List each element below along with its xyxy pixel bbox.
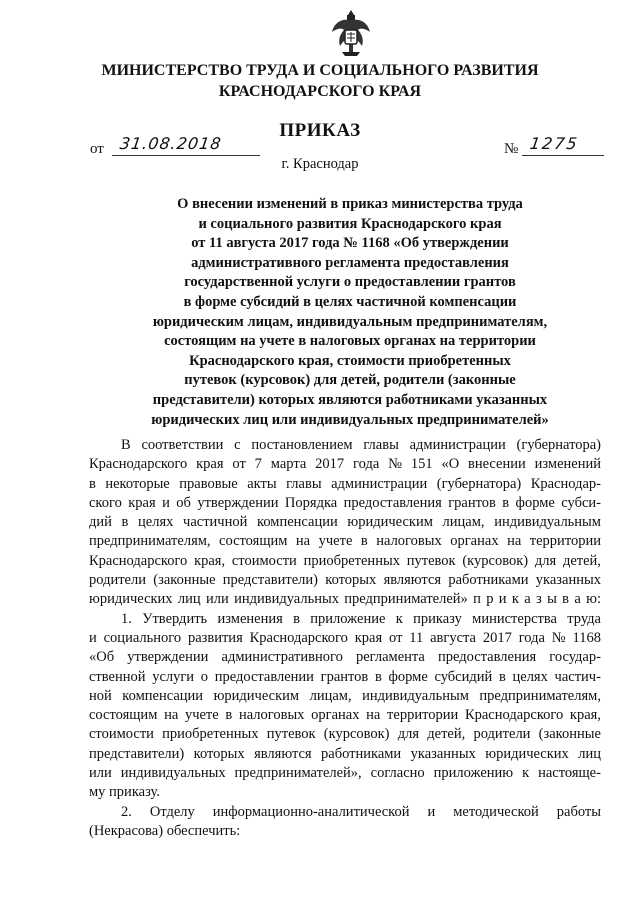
subject-line: состоящим на учете в налоговых органах на территории: [164, 333, 536, 350]
body-word: путевок: [406, 552, 456, 569]
document-type: ПРИКАЗ: [279, 120, 361, 141]
body-word: в: [360, 533, 368, 550]
body-word: лиц: [578, 745, 601, 762]
body-word: лицам,: [309, 687, 352, 704]
body-word: субсидий: [434, 668, 493, 685]
body-word: правовые: [179, 475, 238, 492]
body-word: 2.: [121, 803, 132, 820]
body-word: края: [128, 494, 156, 511]
body-word: о: [200, 668, 209, 685]
body-word: и: [162, 494, 170, 511]
body-line: [89, 552, 601, 571]
body-word: приказу: [413, 610, 462, 627]
body-word: работы: [556, 803, 601, 820]
body-word: указанных: [410, 745, 476, 762]
body-word: и: [89, 629, 97, 646]
body-word: индивидуальным: [362, 687, 469, 704]
body-word: края,: [194, 552, 226, 569]
body-word: а: [574, 591, 581, 608]
body-word: форме: [388, 668, 428, 685]
body-word: являются: [383, 572, 442, 589]
body-word: родители: [473, 726, 531, 743]
body-word: административного: [221, 649, 343, 666]
body-word: (курсовок): [323, 726, 390, 743]
body-word: являются: [254, 745, 312, 762]
body-word: представители): [222, 572, 319, 589]
body-word: года: [353, 456, 380, 473]
body-word: предоставлении: [214, 668, 314, 685]
body-word: ю:: [586, 591, 601, 608]
body-line: [89, 513, 601, 532]
subject-line: Краснодарского края, стоимости приобретенных: [189, 352, 511, 369]
body-word: услуги: [152, 668, 195, 685]
body-word: приобретенных: [162, 726, 259, 743]
subject-line: государственной услуги о предоставлении грантов: [184, 274, 516, 291]
ministry-name-line1: МИНИСТЕРСТВО ТРУДА И СОЦИАЛЬНОГО РАЗВИТИЯ: [101, 62, 539, 79]
body-word: п: [473, 591, 481, 608]
body-word: р: [486, 591, 494, 608]
body-word: от: [389, 629, 403, 646]
body-word: 1.: [121, 610, 132, 627]
body-word: развития: [187, 629, 243, 646]
body-line: [89, 590, 601, 609]
body-word: (губернатора): [436, 475, 522, 492]
body-word: состоящим: [219, 533, 288, 550]
subject-line: в форме субсидий в целях частичной компенсации: [183, 293, 517, 310]
body-word: на: [164, 707, 179, 724]
body-word: к: [395, 610, 403, 627]
city: г. Краснодар: [281, 156, 359, 172]
body-word: частич-: [554, 668, 601, 685]
body-word: информационно-аналитической: [212, 803, 410, 820]
body-word: состоящим: [89, 707, 158, 724]
body-word: компенсации: [257, 514, 338, 531]
document-subject: [130, 195, 570, 430]
body-word: в: [225, 707, 233, 724]
body-line: [89, 803, 601, 822]
body-word: 11: [409, 629, 424, 646]
body-word: юридическим: [213, 687, 300, 704]
body-word: детей,: [427, 726, 466, 743]
subject-line: и социального развития Краснодарского края: [198, 215, 502, 232]
body-word: внесении: [468, 456, 526, 473]
body-word: частичной: [183, 514, 248, 531]
body-word: ы: [547, 591, 557, 608]
body-word: на: [366, 707, 381, 724]
body-word: соответствии: [141, 437, 224, 453]
date-prefix: от: [90, 141, 104, 157]
body-word: постановлением: [251, 437, 353, 453]
document-body: [89, 436, 601, 841]
body-word: 7: [254, 456, 262, 473]
body-word: об: [176, 494, 191, 511]
body-line: [89, 745, 601, 764]
body-word: территории: [529, 533, 601, 550]
body-word: а: [524, 591, 531, 608]
body-word: целях: [138, 514, 174, 531]
body-word: дий: [89, 514, 112, 531]
body-word: на: [507, 533, 522, 550]
body-line: [89, 610, 601, 629]
body-word: (законные: [538, 726, 601, 743]
body-word: (курсовок): [462, 552, 529, 569]
body-word: налоговых: [238, 707, 305, 724]
body-word: предпринимателей»,: [234, 765, 362, 782]
body-word: в: [121, 514, 129, 531]
subject-line: путевок (курсовок) для детей, родители (законные: [184, 372, 516, 389]
body-word: компенсации: [122, 687, 204, 704]
body-word: органах: [450, 533, 499, 550]
body-word: министерства: [472, 610, 557, 627]
body-word: или: [205, 591, 229, 608]
handwritten-number: 1275: [528, 134, 581, 153]
body-word: детей,: [562, 552, 601, 569]
number-prefix: №: [504, 141, 519, 157]
body-word: края: [354, 629, 383, 646]
body-word: которых: [193, 745, 245, 762]
body-word: стоимости: [231, 552, 297, 569]
body-word: приобретенных: [303, 552, 400, 569]
coat-of-arms-icon: [330, 8, 372, 58]
body-word: администрации: [409, 437, 506, 453]
body-word: 2017: [315, 456, 345, 473]
body-word: территории: [387, 707, 459, 724]
body-word: (законные: [153, 572, 216, 589]
body-line: [89, 571, 601, 590]
body-word: к: [522, 765, 530, 782]
body-word: ной: [89, 687, 112, 704]
body-word: субси-: [561, 494, 601, 511]
body-line: [89, 687, 601, 706]
body-word: государ-: [549, 649, 601, 666]
body-line: [89, 629, 601, 648]
body-word: края: [196, 456, 224, 473]
body-word: указанных: [535, 572, 601, 589]
body-word: труда: [567, 610, 601, 627]
body-word: грантов: [320, 668, 369, 685]
body-word: края,: [569, 707, 601, 724]
body-word: №: [551, 629, 566, 646]
body-word: приложению: [433, 765, 514, 782]
body-word: Краснодарского: [249, 629, 348, 646]
body-word: некоторые: [105, 475, 170, 492]
subject-line: от 11 августа 2017 года № 1168 «Об утверждении: [191, 235, 509, 252]
body-word: предпринимателям,: [479, 687, 601, 704]
body-word: учете: [184, 707, 219, 724]
body-word: регламента: [355, 649, 425, 666]
body-word: №: [388, 456, 402, 473]
body-word: юридических: [485, 745, 569, 762]
body-word: главы: [363, 437, 399, 453]
body-word: целях: [512, 668, 548, 685]
body-word: индивидуальных: [120, 765, 226, 782]
body-word: с: [234, 437, 241, 453]
body-word: предоставления: [437, 649, 537, 666]
body-line: [89, 494, 601, 513]
body-word: 2017: [482, 629, 512, 646]
body-word: к: [511, 591, 519, 608]
body-word: предпринимателям,: [89, 533, 211, 550]
body-word: родители: [89, 572, 146, 589]
body-word: Краснодарского: [464, 707, 564, 724]
body-line: [89, 436, 601, 455]
body-word: В: [121, 437, 131, 453]
body-word: Краснодар-: [530, 475, 601, 492]
body-word: от: [232, 456, 246, 473]
body-word: з: [536, 591, 542, 608]
body-word: грантов: [448, 494, 496, 511]
date-field: [112, 135, 260, 156]
body-word: августа: [430, 629, 476, 646]
body-word: согласно: [370, 765, 425, 782]
subject-line: юридических лиц или индивидуальных предпринимателей»: [151, 411, 549, 428]
body-word: индивидуальных: [234, 591, 339, 608]
body-word: для: [534, 552, 557, 569]
body-word: года: [518, 629, 545, 646]
body-word: учете: [318, 533, 353, 550]
body-word: лицам,: [442, 514, 485, 531]
body-line: [89, 725, 601, 744]
body-word: 151: [410, 456, 433, 473]
body-word: методической: [453, 803, 539, 820]
body-word: ственной: [89, 668, 146, 685]
body-word: (губернатора): [516, 437, 601, 453]
ministry-name-line2: КРАСНОДАРСКОГО КРАЯ: [218, 83, 422, 100]
body-word: 1168: [572, 629, 601, 646]
body-word: изменений: [534, 456, 601, 473]
body-line: [89, 475, 601, 494]
body-word: Порядка: [284, 494, 338, 511]
body-word: «Об: [89, 649, 115, 666]
body-word: предпринимателей»: [344, 591, 468, 608]
body-word: марта: [270, 456, 307, 473]
handwritten-date: 31.08.2018: [118, 134, 223, 153]
body-word: путевок: [266, 726, 316, 743]
body-word: для: [397, 726, 420, 743]
body-word: работниками: [321, 745, 402, 762]
body-word: «О: [441, 456, 460, 473]
body-word: настояще-: [538, 765, 601, 782]
body-word: которых: [325, 572, 377, 589]
body-word: юридическим: [347, 514, 433, 531]
body-word: в: [89, 475, 96, 492]
body-word: Краснодарского: [89, 552, 188, 569]
body-line: [89, 764, 601, 783]
body-word: изменения: [217, 610, 283, 627]
body-word: и: [498, 591, 507, 608]
body-word: в: [293, 610, 300, 627]
body-word: в: [502, 494, 510, 511]
body-word: ского: [89, 494, 122, 511]
body-line: му приказу.: [89, 784, 160, 801]
body-word: органах: [311, 707, 360, 724]
body-word: главы: [286, 475, 322, 492]
body-word: юридических: [89, 591, 173, 608]
body-word: акты: [247, 475, 277, 492]
body-line: [89, 455, 601, 474]
body-word: приложение: [310, 610, 386, 627]
body-line: [89, 648, 601, 667]
body-word: Краснодарского: [89, 456, 188, 473]
subject-line: административного регламента предоставления: [191, 254, 509, 271]
body-word: администрации: [331, 475, 428, 492]
body-line: (Некрасова) обеспечить:: [89, 822, 241, 839]
subject-line: представители) которых являются работниками указанных: [152, 391, 548, 408]
body-word: Отделу: [149, 803, 195, 820]
number-field: [522, 135, 604, 156]
body-word: и: [427, 803, 436, 820]
body-word: в: [374, 668, 382, 685]
body-line: [89, 668, 601, 687]
subject-line: О внесении изменений в приказ министерства труда: [177, 196, 523, 212]
body-word: в: [562, 591, 570, 608]
body-word: в: [498, 668, 506, 685]
body-word: Утвердить: [142, 610, 208, 627]
body-word: лиц: [177, 591, 201, 608]
subject-line: юридическим лицам, индивидуальным предпринимателям,: [152, 313, 548, 330]
body-word: предоставления: [343, 494, 442, 511]
body-word: индивидуальным: [494, 514, 601, 531]
body-word: утверждении: [127, 649, 209, 666]
body-word: утверждении: [197, 494, 279, 511]
body-word: представители): [89, 745, 185, 762]
body-word: форме: [515, 494, 555, 511]
body-line: [89, 706, 601, 725]
body-word: налоговых: [376, 533, 442, 550]
body-word: стоимости: [89, 726, 154, 743]
body-line: [89, 532, 601, 551]
body-word: на: [295, 533, 311, 550]
body-word: социального: [103, 629, 182, 646]
body-word: или: [89, 765, 112, 782]
body-word: работниками: [448, 572, 529, 589]
